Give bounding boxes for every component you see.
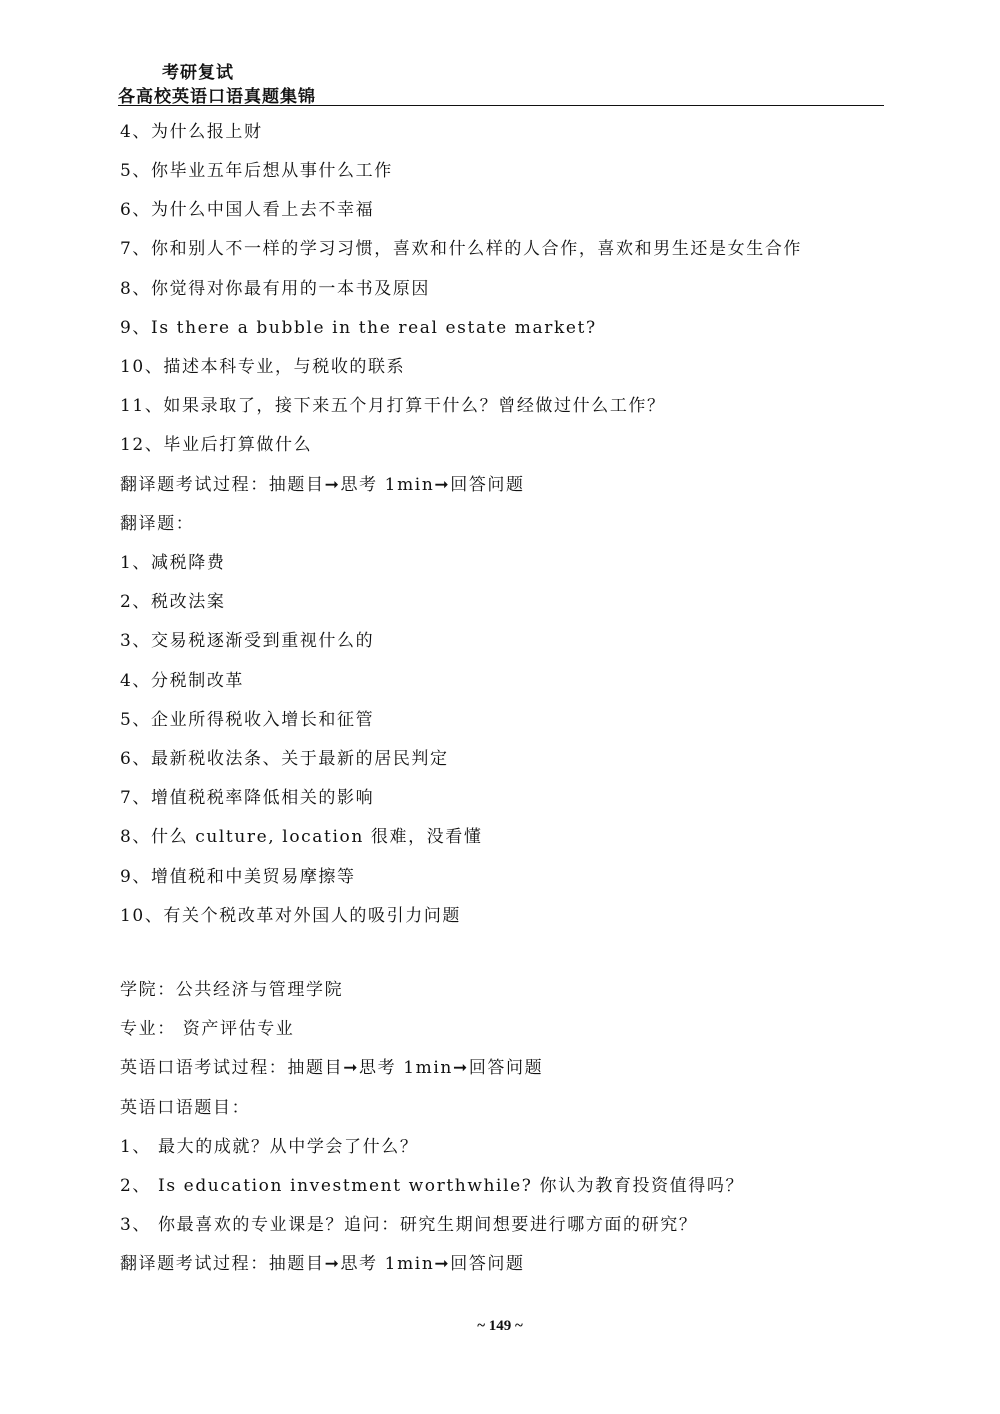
section-label: 翻译题： <box>120 514 195 534</box>
major-line: 专业： 资产评估专业 <box>120 1019 295 1039</box>
translation-item: 1、减税降费 <box>120 553 226 573</box>
header-title-line1: 考研复试 <box>162 63 234 83</box>
question-line: 10、描述本科专业，与税收的联系 <box>120 357 406 377</box>
question-line: 6、为什么中国人看上去不幸福 <box>120 200 375 220</box>
oral-question: 2、 Is education investment worthwhile? 你认为教育投资值得吗？ <box>120 1176 745 1196</box>
translation-item: 4、分税制改革 <box>120 671 245 691</box>
question-line: 8、你觉得对你最有用的一本书及原因 <box>120 279 431 299</box>
translation-item: 7、增值税税率降低相关的影响 <box>120 788 375 808</box>
translation-item: 6、最新税收法条、关于最新的居民判定 <box>120 749 449 769</box>
question-line: 9、Is there a bubble in the real estate market? <box>120 318 597 338</box>
question-line: 4、为什么报上财 <box>120 122 263 142</box>
process-line: 英语口语考试过程：抽题目➞思考 1min➞回答问题 <box>120 1058 544 1078</box>
header-title-line2: 各高校英语口语真题集锦 <box>118 87 316 107</box>
page-number: ~ 149 ~ <box>477 1318 523 1334</box>
translation-item: 2、税改法案 <box>120 592 226 612</box>
process-line: 翻译题考试过程：抽题目➞思考 1min➞回答问题 <box>120 1254 525 1274</box>
process-line: 翻译题考试过程：抽题目➞思考 1min➞回答问题 <box>120 475 525 495</box>
translation-item: 10、有关个税改革对外国人的吸引力问题 <box>120 906 462 926</box>
translation-item: 8、什么 culture, location 很难，没看懂 <box>120 827 483 847</box>
oral-question: 1、 最大的成就？从中学会了什么？ <box>120 1137 419 1157</box>
question-line: 11、如果录取了，接下来五个月打算干什么？曾经做过什么工作？ <box>120 396 666 416</box>
translation-item: 3、交易税逐渐受到重视什么的 <box>120 631 375 651</box>
translation-item: 5、企业所得税收入增长和征管 <box>120 710 375 730</box>
school-line: 学院：公共经济与管理学院 <box>120 980 344 1000</box>
oral-question: 3、 你最喜欢的专业课是？追问：研究生期间想要进行哪方面的研究？ <box>120 1215 698 1235</box>
translation-item: 9、增值税和中美贸易摩擦等 <box>120 867 356 887</box>
question-line: 7、你和别人不一样的学习习惯，喜欢和什么样的人合作，喜欢和男生还是女生合作 <box>120 239 803 259</box>
question-line: 5、你毕业五年后想从事什么工作 <box>120 161 393 181</box>
question-line: 12、毕业后打算做什么 <box>120 435 313 455</box>
header-rule <box>118 105 884 106</box>
section-label: 英语口语题目： <box>120 1098 251 1118</box>
